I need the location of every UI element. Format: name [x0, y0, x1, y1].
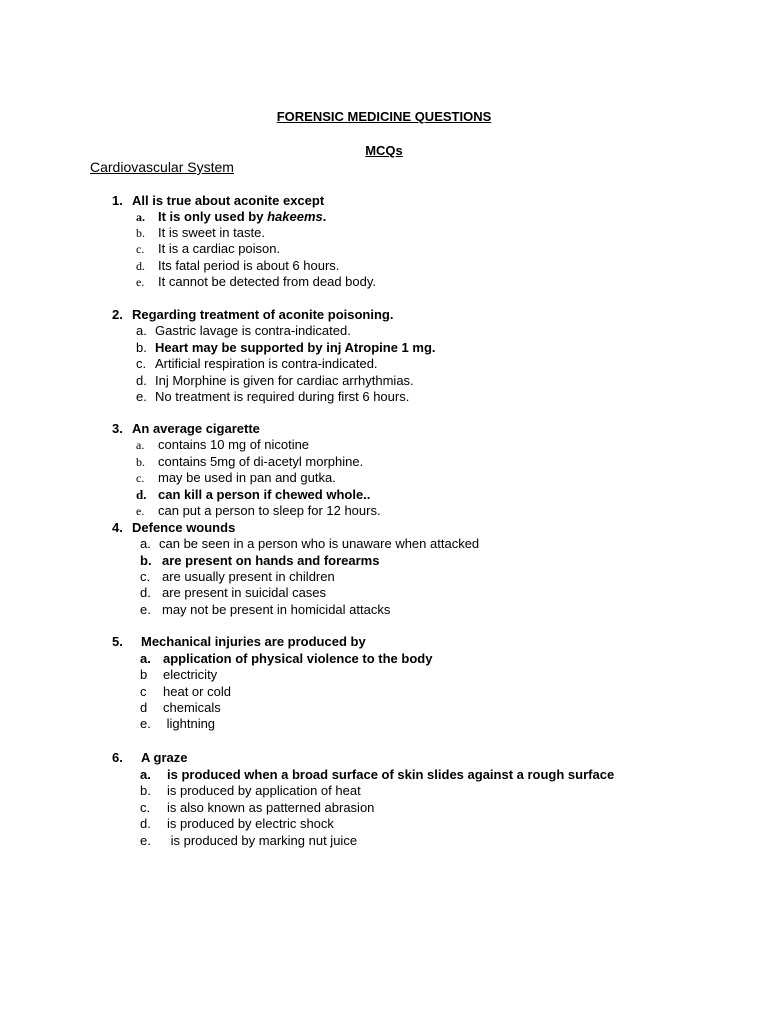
option-text: Its fatal period is about 6 hours. — [158, 258, 340, 273]
option-text: can be seen in a person who is unaware when attacked — [159, 536, 480, 551]
option-letter: d. — [140, 816, 151, 831]
option-letter: c. — [140, 569, 151, 584]
option-letter: b. — [140, 783, 151, 798]
option — [136, 241, 280, 257]
option — [140, 700, 221, 716]
option — [136, 470, 336, 486]
option-text: chemicals — [163, 700, 221, 715]
question-number: 5. — [112, 634, 123, 649]
question-text: All is true about aconite except — [132, 193, 325, 208]
option-text: may be used in pan and gutka. — [158, 470, 336, 485]
option-letter: c. — [140, 800, 151, 815]
option — [140, 800, 374, 816]
option-text: are usually present in children — [162, 569, 335, 584]
option-letter: b. — [140, 553, 152, 568]
option-letter: a. — [140, 651, 151, 666]
option — [140, 536, 479, 552]
option-text: is produced by electric shock — [167, 816, 334, 831]
option — [136, 225, 265, 241]
question-stem — [112, 750, 187, 766]
option-text: Gastric lavage is contra-indicated. — [155, 323, 351, 338]
question-stem — [112, 307, 393, 323]
option-text: heat or cold — [163, 684, 231, 699]
option-text: is produced by marking nut juice — [167, 833, 358, 848]
option-text: Inj Morphine is given for cardiac arrhythmias. — [155, 373, 414, 388]
option-text: can kill a person if chewed whole.. — [158, 487, 371, 502]
option-text: It cannot be detected from dead body. — [158, 274, 377, 289]
option — [140, 585, 326, 601]
option-text: It is sweet in taste. — [158, 225, 265, 240]
option — [140, 684, 231, 700]
option-text: contains 5mg of di-acetyl morphine. — [158, 454, 364, 469]
option-letter: d — [140, 700, 148, 715]
option-letter: c — [140, 684, 147, 699]
question-number: 6. — [112, 750, 123, 765]
option — [136, 274, 376, 290]
option-text: application of physical violence to the body — [163, 651, 433, 666]
option-text: electricity — [163, 667, 218, 682]
option-letter: a. — [136, 323, 147, 338]
option-letter: d. — [136, 259, 145, 273]
question-number: 1. — [112, 193, 123, 208]
document-title: FORENSIC MEDICINE QUESTIONS — [276, 109, 492, 124]
question-text: An average cigarette — [132, 421, 260, 436]
option-text: Heart may be supported by inj Atropine 1 mg. — [155, 340, 436, 355]
option — [136, 373, 414, 389]
option-letter: a. — [140, 536, 151, 551]
question-stem — [112, 421, 260, 437]
option-letter: e. — [140, 833, 151, 848]
option-text: contains 10 mg of nicotine — [158, 437, 310, 452]
question-number: 2. — [112, 307, 123, 322]
option-correct — [136, 209, 326, 225]
question-stem — [112, 634, 366, 650]
option — [140, 569, 335, 585]
question-stem — [112, 520, 235, 536]
section-title: Cardiovascular System — [90, 159, 234, 175]
option — [136, 454, 363, 470]
question-text: Mechanical injuries are produced by — [141, 634, 366, 649]
option — [136, 389, 409, 405]
option-letter: e. — [136, 275, 145, 289]
option-text: is also known as patterned abrasion — [167, 800, 375, 815]
option-letter: d. — [140, 585, 151, 600]
option-text: are present on hands and forearms — [162, 553, 380, 568]
option-letter: c. — [136, 242, 145, 256]
option-correct — [140, 651, 432, 667]
question-stem — [112, 193, 324, 209]
option-letter: d. — [136, 373, 147, 388]
option-letter: b — [140, 667, 148, 682]
option-letter: c. — [136, 471, 145, 485]
document-subtitle: MCQs — [365, 143, 403, 158]
option-letter: e. — [136, 389, 147, 404]
option-letter: b. — [136, 340, 147, 355]
option-letter: a. — [136, 438, 145, 452]
option — [136, 503, 381, 519]
option-text: It is a cardiac poison. — [158, 241, 281, 256]
option-text: It is only used by — [158, 209, 268, 224]
option-text: may not be present in homicidal attacks — [162, 602, 391, 617]
option-emphasis: hakeems — [267, 209, 323, 224]
option — [136, 437, 309, 453]
option-correct — [140, 767, 614, 783]
option-tail: . — [322, 209, 327, 224]
option — [140, 602, 390, 618]
option-letter: e. — [136, 504, 145, 518]
question-text: Defence wounds — [132, 520, 236, 535]
option-letter: e. — [140, 716, 151, 731]
option-text: is produced when a broad surface of skin slides against a rough surface — [167, 767, 615, 782]
option — [136, 323, 351, 339]
question-text: Regarding treatment of aconite poisoning. — [132, 307, 394, 322]
option-letter: d. — [136, 487, 147, 502]
option-text: can put a person to sleep for 12 hours. — [158, 503, 381, 518]
option-letter: a. — [140, 767, 151, 782]
option-text: is produced by application of heat — [167, 783, 361, 798]
question-number: 3. — [112, 421, 123, 436]
option-text: No treatment is required during first 6 hours. — [155, 389, 410, 404]
option — [140, 783, 361, 799]
option — [140, 667, 217, 683]
option — [140, 816, 334, 832]
option-letter: c. — [136, 356, 147, 371]
option — [136, 356, 378, 372]
option-letter: b. — [136, 226, 145, 240]
option — [140, 833, 357, 849]
option-text: Artificial respiration is contra-indicated. — [155, 356, 378, 371]
option-text: are present in suicidal cases — [162, 585, 327, 600]
option — [140, 716, 215, 732]
option-text: lightning — [163, 716, 216, 731]
option-letter: a. — [136, 210, 145, 224]
option-letter: e. — [140, 602, 151, 617]
option-correct — [136, 340, 436, 356]
question-text: A graze — [141, 750, 188, 765]
option-correct — [140, 553, 379, 569]
option-letter: b. — [136, 455, 145, 469]
option — [136, 258, 339, 274]
question-number: 4. — [112, 520, 123, 535]
option-correct — [136, 487, 370, 503]
